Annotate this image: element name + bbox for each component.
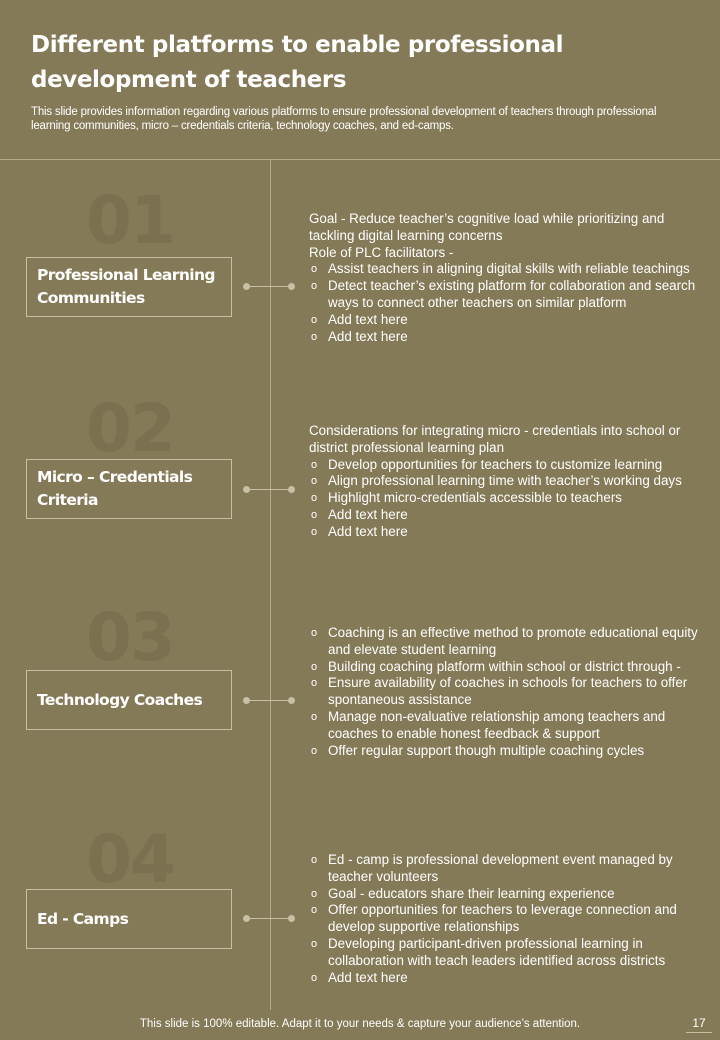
section-number: 01 — [86, 182, 174, 259]
list-item — [309, 886, 699, 903]
section-label-box — [26, 889, 232, 949]
bullet-icon: o — [311, 475, 318, 488]
list-item — [309, 524, 699, 541]
section-intro: Goal - Reduce teacher’s cognitive load while prioritizing and tackling digital learning concerns — [309, 211, 665, 243]
list-item — [309, 329, 699, 346]
connector-dot — [288, 486, 295, 493]
section-content — [309, 211, 699, 345]
section-label-box — [26, 257, 232, 317]
list-item — [309, 278, 699, 312]
page-title: Different platforms to enable professional development of teachers — [31, 32, 564, 93]
bullet-list — [309, 457, 699, 541]
list-item — [309, 675, 699, 709]
list-item-text: Add text here — [328, 523, 408, 539]
list-item-text: Building coaching platform within school or district through - — [328, 658, 681, 674]
connector-dot — [243, 486, 250, 493]
list-item — [309, 709, 699, 743]
list-item — [309, 659, 699, 676]
list-item — [309, 457, 699, 474]
bullet-icon: o — [311, 330, 318, 343]
list-item-text: Ed - camp is professional development event managed by teacher volunteers — [328, 852, 673, 884]
connector-dot — [288, 283, 295, 290]
section-content — [309, 625, 699, 759]
bullet-list — [309, 852, 699, 986]
connector-line — [246, 286, 292, 287]
section-content — [309, 423, 699, 541]
bullet-icon: o — [311, 904, 318, 917]
bullet-icon: o — [311, 937, 318, 950]
bullet-icon: o — [311, 458, 318, 471]
list-item — [309, 490, 699, 507]
section-intro: Considerations for integrating micro - credentials into school or district professional learning plan — [309, 423, 681, 455]
list-item — [309, 625, 699, 659]
list-item — [309, 743, 699, 760]
list-item-text: Coaching is an effective method to promote educational equity and elevate student learning — [328, 625, 698, 657]
section-label-box — [26, 670, 232, 730]
connector-dot — [288, 697, 295, 704]
list-item — [309, 902, 699, 936]
list-item-text: Detect teacher’s existing platform for collaboration and search ways to connect other teachers on similar platform — [328, 278, 696, 310]
list-item-text: Developing participant-driven professional learning in collaboration with teach leaders identified across districts — [328, 935, 666, 968]
bullet-icon: o — [311, 710, 318, 723]
list-item-text: Ensure availability of coaches in schools for teachers to offer spontaneous assistance — [328, 675, 688, 708]
list-item — [309, 970, 699, 987]
list-item-text: Manage non-evaluative relationship among teachers and coaches to enable honest feedback & support — [328, 708, 666, 741]
bullet-icon: o — [311, 280, 318, 293]
timeline-line — [270, 160, 271, 1010]
list-item-text: Add text here — [328, 969, 408, 985]
connector-line — [246, 918, 292, 919]
list-item — [309, 312, 699, 329]
bullet-icon: o — [311, 854, 318, 866]
list-item-text: Offer regular support though multiple coaching cycles — [328, 742, 645, 758]
list-item-text: Add text here — [328, 506, 408, 522]
bullet-list — [309, 261, 699, 345]
bullet-icon: o — [311, 971, 318, 984]
section-label: Micro – Credentials Criteria — [37, 468, 193, 509]
section-number: 02 — [86, 390, 174, 467]
bullet-icon: o — [311, 627, 318, 639]
bullet-icon: o — [311, 887, 318, 900]
bullet-icon: o — [311, 677, 318, 690]
header-divider — [0, 159, 720, 160]
section-label: Ed - Camps — [37, 909, 129, 928]
bullet-icon: o — [311, 263, 318, 276]
section-content — [309, 852, 699, 986]
section-number: 03 — [86, 599, 174, 676]
section-number: 04 — [86, 821, 174, 898]
list-item-text: Add text here — [328, 328, 408, 344]
list-item-text: Goal - educators share their learning experience — [328, 885, 615, 901]
section-label-box — [26, 459, 232, 519]
list-item-text: Add text here — [328, 311, 408, 327]
footer-note: This slide is 100% editable. Adapt it to your needs & capture your audience’s attention. — [139, 1018, 581, 1030]
list-item-text: Assist teachers in aligning digital skills with reliable teachings — [328, 261, 690, 277]
list-item — [309, 507, 699, 524]
connector-line — [246, 489, 292, 490]
bullet-list — [309, 625, 699, 759]
connector-dot — [288, 915, 295, 922]
bullet-icon: o — [311, 660, 318, 673]
bullet-icon: o — [311, 492, 318, 505]
list-item — [309, 852, 699, 886]
section-intro: Role of PLC facilitators - — [309, 244, 454, 260]
list-item — [309, 473, 699, 490]
list-item — [309, 261, 699, 278]
list-item-text: Offer opportunities for teachers to leverage connection and develop supportive relationships — [328, 902, 677, 935]
bullet-icon: o — [311, 313, 318, 326]
list-item-text: Develop opportunities for teachers to customize learning — [328, 456, 663, 472]
connector-dot — [243, 697, 250, 704]
list-item-text: Align professional learning time with teacher’s working days — [328, 473, 682, 489]
list-item-text: Highlight micro-credentials accessible to teachers — [328, 490, 622, 506]
connector-dot — [243, 283, 250, 290]
page-subtitle: This slide provides information regarding various platforms to ensure professional development of teachers through professional learning communities, micro – credentials criteria, technology coaches, and ed-camps. — [31, 106, 657, 132]
list-item — [309, 936, 699, 970]
bullet-icon: o — [311, 744, 318, 757]
page-number: 17 — [686, 1013, 712, 1033]
connector-line — [246, 700, 292, 701]
bullet-icon: o — [311, 508, 318, 521]
connector-dot — [243, 915, 250, 922]
bullet-icon: o — [311, 525, 318, 538]
section-label: Professional Learning Communities — [37, 266, 215, 307]
section-label: Technology Coaches — [37, 690, 203, 709]
